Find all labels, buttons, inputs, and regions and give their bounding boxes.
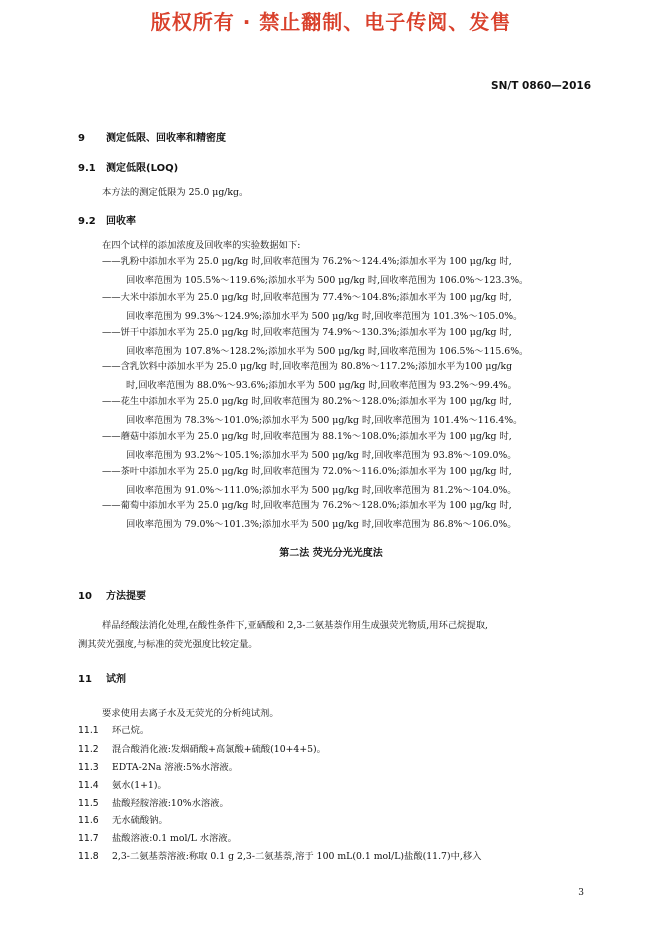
list-item-line: 时,回收率范围为 88.0%～93.6%;添加水平为 500 μg/kg 时,回收率范围为 93.2%～99.4%。 (126, 380, 517, 391)
list-item-line: ——葡萄中添加水平为 25.0 μg/kg 时,回收率范围为 76.2%～128.0%;添加水平为 100 μg/kg 时, (102, 500, 512, 511)
reagent-number: 11.3 (78, 762, 99, 773)
list-item-line: ——茶叶中添加水平为 25.0 μg/kg 时,回收率范围为 72.0%～116.0%;添加水平为 100 μg/kg 时, (102, 466, 512, 477)
reagent-number: 11.4 (78, 780, 99, 791)
section-number: 11 (78, 674, 92, 685)
section-title: 测定低限、回收率和精密度 (106, 133, 226, 144)
section-title: 方法提要 (106, 591, 146, 602)
section-number: 9.1 (78, 163, 96, 174)
recovery-intro: 在四个试样的添加浓度及回收率的实验数据如下: (102, 240, 301, 251)
reagent-text: EDTA-2Na 溶液:5%水溶液。 (112, 762, 238, 773)
reagent-text: 混合酸消化液:发烟硝酸+高氯酸+硫酸(10+4+5)。 (112, 744, 326, 755)
principle-line-2: 测其荧光强度,与标准的荧光强度比较定量。 (78, 639, 258, 650)
reagent-text: 2,3-二氨基萘溶液:称取 0.1 g 2,3-二氨基萘,溶于 100 mL(0.1 mol/L)盐酸(11.7)中,移入 (112, 851, 482, 862)
reagent-text: 环己烷。 (112, 725, 150, 736)
list-item-line: ——大米中添加水平为 25.0 μg/kg 时,回收率范围为 77.4%～104.8%;添加水平为 100 μg/kg 时, (102, 292, 512, 303)
section-title: 回收率 (106, 216, 136, 227)
copyright-banner: 版权所有 · 禁止翻制、电子传阅、发售 (150, 10, 512, 34)
section-title: 试剂 (106, 674, 126, 685)
loq-text: 本方法的测定低限为 25.0 μg/kg。 (102, 187, 249, 198)
reagent-number: 11.6 (78, 815, 99, 826)
reagent-text: 无水硫酸钠。 (112, 815, 168, 826)
list-item-line: ——饼干中添加水平为 25.0 μg/kg 时,回收率范围为 74.9%～130.3%;添加水平为 100 μg/kg 时, (102, 327, 512, 338)
list-item-line: ——蘑菇中添加水平为 25.0 μg/kg 时,回收率范围为 88.1%～108.0%;添加水平为 100 μg/kg 时, (102, 431, 512, 442)
reagent-text: 盐酸羟胺溶液:10%水溶液。 (112, 798, 229, 809)
list-item-line: 回收率范围为 105.5%～119.6%;添加水平为 500 μg/kg 时,回收率范围为 106.0%～123.3%。 (126, 275, 529, 286)
reagent-number: 11.1 (78, 725, 99, 736)
section-9-heading (78, 129, 226, 144)
reagent-number: 11.8 (78, 851, 99, 862)
reagent-item (78, 777, 167, 791)
list-item-line: ——含乳饮料中添加水平为 25.0 μg/kg 时,回收率范围为 80.8%～117.2%;添加水平为100 μg/kg (102, 361, 513, 372)
section-number: 10 (78, 591, 92, 602)
list-item-line: 回收率范围为 93.2%～105.1%;添加水平为 500 μg/kg 时,回收率范围为 93.8%～109.0%。 (126, 450, 517, 461)
list-item-line: ——乳粉中添加水平为 25.0 μg/kg 时,回收率范围为 76.2%～124.4%;添加水平为 100 μg/kg 时, (102, 256, 512, 267)
reagent-item (78, 759, 238, 773)
page-number: 3 (578, 888, 584, 898)
reagent-number: 11.7 (78, 833, 99, 844)
section-9-2-heading (78, 212, 136, 227)
list-item-line: 回收率范围为 107.8%～128.2%;添加水平为 500 μg/kg 时,回收率范围为 106.5%～115.6%。 (126, 346, 529, 357)
list-item-line: 回收率范围为 99.3%～124.9%;添加水平为 500 μg/kg 时,回收率范围为 101.3%～105.0%。 (126, 311, 523, 322)
reagent-item (78, 795, 229, 809)
reagent-text: 盐酸溶液:0.1 mol/L 水溶液。 (112, 833, 237, 844)
list-item-line: 回收率范围为 78.3%～101.0%;添加水平为 500 μg/kg 时,回收率范围为 101.4%～116.4%。 (126, 415, 523, 426)
section-10-heading (78, 587, 146, 602)
reagent-number: 11.2 (78, 744, 99, 755)
reagent-item (78, 848, 481, 862)
section-title: 测定低限(LOQ) (106, 163, 179, 174)
section-number: 9 (78, 133, 85, 144)
list-item-line: 回收率范围为 91.0%～111.0%;添加水平为 500 μg/kg 时,回收率范围为 81.2%～104.0%。 (126, 485, 517, 496)
reagent-number: 11.5 (78, 798, 99, 809)
method-2-title: 第二法 荧光分光光度法 (279, 548, 383, 559)
principle-line-1: 样品经酸法消化处理,在酸性条件下,亚硒酸和 2,3-二氨基萘作用生成强荧光物质,用环己烷提取, (102, 620, 488, 631)
reagent-item (78, 722, 149, 736)
section-number: 9.2 (78, 216, 96, 227)
list-item-line: 回收率范围为 79.0%～101.3%;添加水平为 500 μg/kg 时,回收率范围为 86.8%～106.0%。 (126, 519, 517, 530)
reagent-item (78, 830, 237, 844)
list-item-line: ——花生中添加水平为 25.0 μg/kg 时,回收率范围为 80.2%～128.0%;添加水平为 100 μg/kg 时, (102, 396, 512, 407)
reagent-item (78, 812, 168, 826)
section-9-1-heading (78, 159, 178, 174)
section-11-heading (78, 670, 126, 685)
reagent-item (78, 741, 326, 755)
standard-id: SN/T 0860—2016 (491, 80, 591, 92)
reagent-text: 氨水(1+1)。 (112, 780, 167, 791)
reagent-intro: 要求使用去离子水及无荧光的分析纯试剂。 (102, 708, 279, 719)
